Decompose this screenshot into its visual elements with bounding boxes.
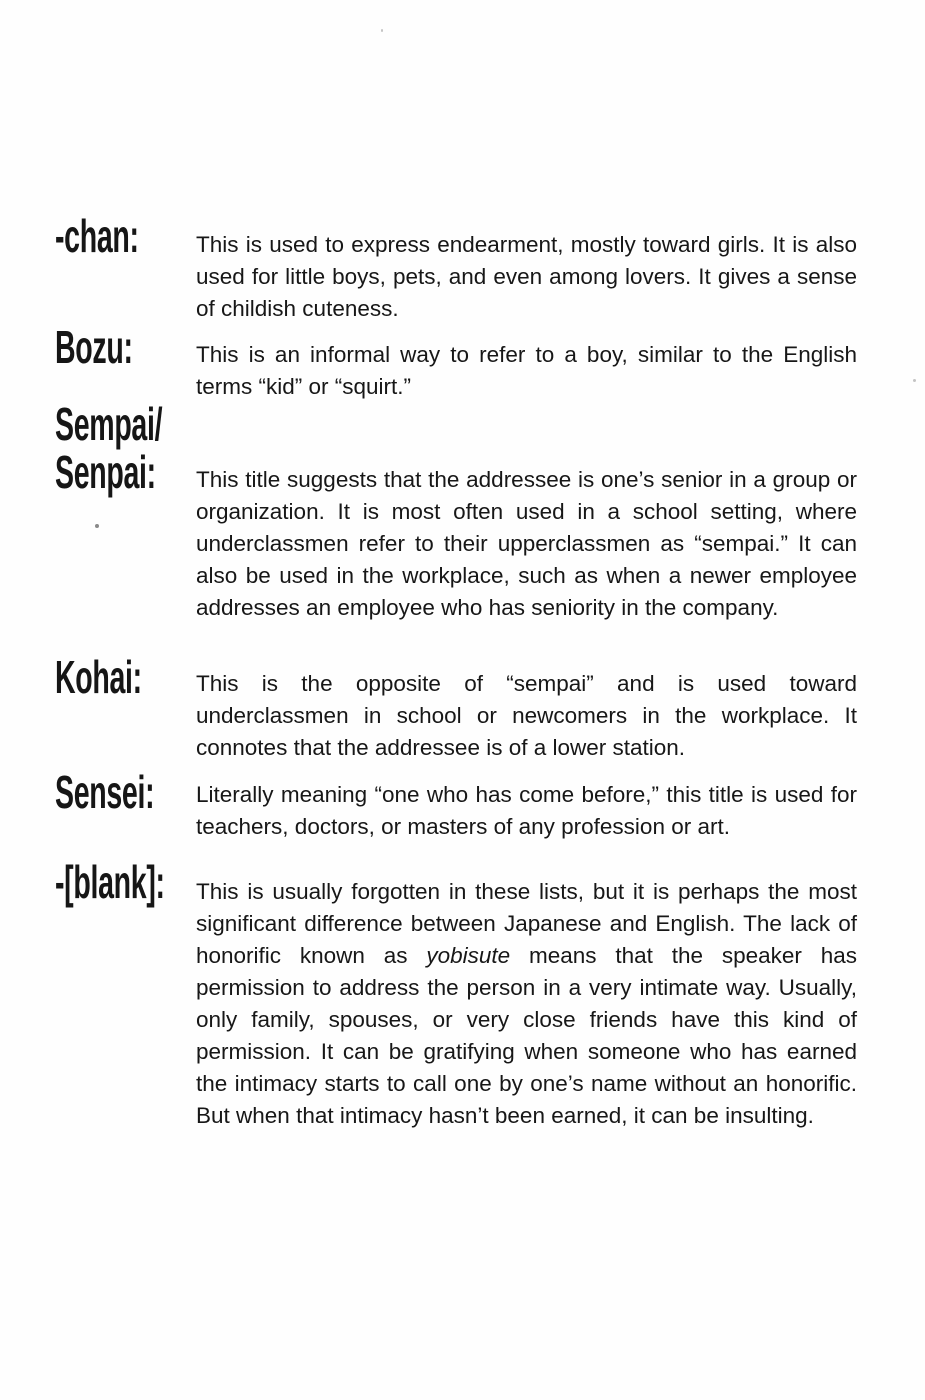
term-text: Senpai: — [55, 446, 156, 498]
definition-chan — [196, 229, 857, 325]
definition-text: means that the speaker has permission to address the person in a very intimate way. Usually, only family, spouses, or very close friends have this kind of permission. It can be gratifying when someone who has earned the intimacy starts to call one by one’s name without an honorific. But when that intimacy hasn’t been earned, it can be insulting. — [196, 943, 858, 1128]
definition-kohai — [196, 668, 857, 764]
definition-text: This is the opposite of “sempai” and is used toward underclassmen in school or newcomers in the workplace. It connotes that the addressee is of a lower station. — [196, 671, 857, 760]
term-text: -chan: — [55, 210, 139, 262]
term-label-sensei — [55, 768, 215, 816]
definition-text: Literally meaning “one who has come before,” this title is used for teachers, doctors, or masters of any profession or art. — [196, 782, 857, 839]
term-text: -[blank]: — [55, 856, 165, 908]
definition-text-italic: yobisute — [426, 943, 511, 968]
definition-text: This title suggests that the addressee is one’s senior in a group or organization. It is most often used in a school setting, where underclassmen refer to their upperclassmen as “sempai.” It can also be used in the workplace, such as when a newer employee addresses an employee who has seniority in the company. — [196, 467, 857, 620]
definition-sensei — [196, 779, 857, 843]
scan-speck — [381, 29, 383, 32]
definition-text: This is usually forgotten in these lists, but it is perhaps the most significant difference between Japanese and English. The lack of honorific known as — [196, 879, 857, 968]
definition-bozu — [196, 339, 857, 403]
definition-blank — [196, 876, 857, 1132]
term-label-chan — [55, 212, 190, 260]
term-text: Kohai: — [55, 651, 142, 703]
definition-text: This is an informal way to refer to a boy, similar to the English terms “kid” or “squirt.” — [196, 342, 857, 399]
definition-sempai — [196, 464, 857, 624]
scan-speck — [95, 524, 99, 528]
definition-text: This is used to express endearment, mostly toward girls. It is also used for little boys, pets, and even among lovers. It gives a sense of childish cuteness. — [196, 232, 857, 321]
term-text: Sensei: — [55, 766, 155, 818]
term-label-kohai — [55, 653, 195, 701]
scan-speck — [913, 379, 916, 382]
term-text: Sempai/ — [55, 398, 163, 450]
term-label-bozu — [55, 323, 180, 371]
term-text: Bozu: — [55, 321, 133, 373]
